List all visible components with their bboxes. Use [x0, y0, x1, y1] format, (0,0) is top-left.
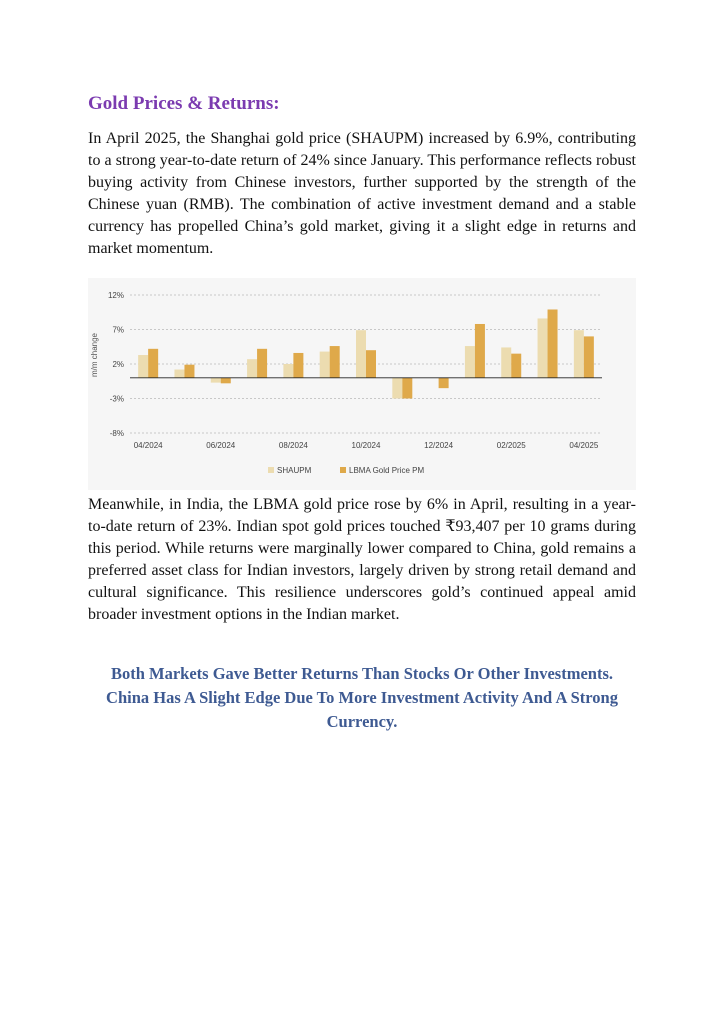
returns-chart [88, 278, 636, 490]
bar-lbma [257, 349, 267, 378]
x-tick-label: 06/2024 [206, 441, 236, 450]
bar-shaupm [174, 370, 184, 378]
y-tick-label: 12% [107, 291, 124, 300]
bar-shaupm [247, 359, 257, 378]
y-axis-label: m/m change [90, 332, 99, 378]
bar-lbma [221, 378, 231, 384]
x-tick-label: 10/2024 [351, 441, 381, 450]
x-tick-label: 02/2025 [496, 441, 526, 450]
y-tick-label: 2% [112, 360, 124, 369]
bar-lbma [330, 346, 340, 378]
bar-lbma [402, 378, 412, 399]
y-tick-label: -8% [109, 429, 124, 438]
bar-shaupm [320, 352, 330, 378]
y-tick-label: -3% [109, 394, 124, 404]
returns-chart-svg [88, 278, 636, 490]
x-tick-label: 08/2024 [278, 441, 308, 450]
bar-shaupm [538, 318, 548, 377]
x-tick-label: 04/2024 [133, 441, 163, 450]
bar-lbma [511, 354, 521, 378]
bar-lbma [584, 336, 594, 377]
y-tick-label: 7% [112, 325, 124, 335]
bar-shaupm [283, 364, 293, 378]
bar-lbma [148, 349, 158, 378]
bar-lbma [439, 378, 449, 388]
bar-shaupm [392, 378, 402, 399]
legend-swatch-lbma [340, 467, 346, 473]
section-heading: Gold Prices & Returns: [88, 93, 280, 114]
bar-lbma [366, 350, 376, 378]
bar-shaupm [501, 347, 511, 377]
paragraph-china: In April 2025, the Shanghai gold price (SHAUPM) increased by 6.9%, contributing to a strong year-to-date return of 24% since January. This performance reflects robust buying activity from Chinese investors, further supported by the strength of the Chinese yuan (RMB). The combination of active investment demand and a stable currency has propelled China’s gold market, giving it a slight edge in returns and market momentum. [88, 130, 636, 257]
bar-shaupm [465, 346, 475, 378]
bar-lbma [184, 365, 194, 378]
legend-label-lbma: LBMA Gold Price PM [349, 466, 425, 475]
callout-text: Both Markets Gave Better Returns Than Stocks Or Other Investments. China Has A Slight Edge Due To More Investment Activity And A Strong Currency. [106, 664, 618, 731]
bar-shaupm [138, 355, 148, 378]
bar-shaupm [574, 330, 584, 378]
bar-lbma [293, 353, 303, 378]
legend-label-shaupm: SHAUPM [277, 466, 312, 475]
bar-shaupm [211, 378, 221, 383]
legend-swatch-shaupm [268, 467, 274, 473]
x-tick-label: 12/2024 [424, 441, 454, 450]
bar-shaupm [356, 330, 366, 378]
bar-lbma [475, 324, 485, 378]
bar-lbma [548, 309, 558, 377]
x-tick-label: 04/2025 [569, 441, 599, 450]
paragraph-india: Meanwhile, in India, the LBMA gold price rose by 6% in April, resulting in a year-to-date return of 23%. Indian spot gold prices touched ₹93,407 per 10 grams during this period. While returns were marginally lower compared to China, gold remains a preferred asset class for Indian investors, largely driven by strong retail demand and cultural significance. This resilience underscores gold’s continued appeal amid broader investment options in the Indian market. [88, 496, 636, 623]
